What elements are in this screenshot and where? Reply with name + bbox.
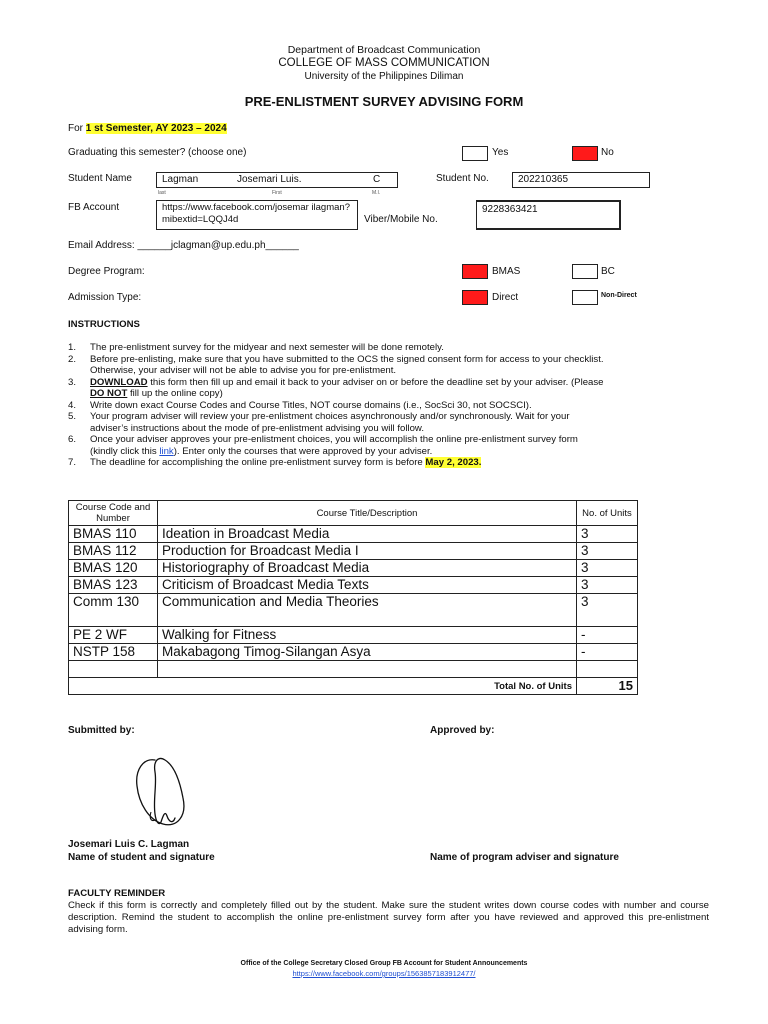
graduating-yes-label: Yes (492, 147, 509, 158)
student-name-field[interactable] (156, 172, 398, 188)
semester-line (68, 123, 227, 134)
courses-table (68, 500, 638, 695)
total-value: 15 (577, 678, 638, 695)
fb-account-value: https://www.facebook.com/josemar ilagman?mibextid=LQQJ4d (162, 202, 350, 225)
student-name-label: Student Name (68, 173, 132, 184)
total-row (69, 678, 638, 695)
admission-label: Admission Type: (68, 292, 142, 303)
instruction-6: 6. Once your adviser approves your pre-enlistment choices, you will accomplish the online pre-enlistment survey form (kindly click this link). Enter only the courses that were approved by your adviser. (68, 434, 578, 457)
table-row (69, 526, 638, 543)
semester-prefix: For (68, 123, 86, 134)
course-title: Makabagong Timog-Silangan Asya (158, 644, 577, 661)
mi-caption: M.I. (372, 190, 381, 196)
course-title: Production for Broadcast Media I (158, 543, 577, 560)
adviser-signature-caption: Name of program adviser and signature (430, 852, 619, 863)
course-units: 3 (577, 594, 638, 627)
total-label: Total No. of Units (158, 678, 577, 695)
course-units: 3 (577, 526, 638, 543)
admission-direct-label: Direct (492, 292, 519, 303)
total-empty-cell (69, 678, 158, 695)
degree-bc-label: BC (601, 266, 615, 277)
degree-bc-checkbox[interactable] (572, 264, 598, 279)
middle-initial-value: C (373, 174, 381, 185)
email-line: Email Address: ______jclagman@up.edu.ph______ (68, 240, 299, 251)
faculty-reminder-text: Check if this form is correctly and completely filled out by the student. Make sure the student writes down course codes with number and course description. Remind the student to accomplish the online pre-enlistment survey form after you have reviewed and approved this pre-enlistment advising form. (68, 900, 709, 935)
faculty-reminder-heading: FACULTY REMINDER (68, 888, 166, 899)
header-course-title: Course Title/Description (158, 501, 577, 526)
viber-value: 9228363421 (482, 204, 538, 215)
first-caption: First (272, 190, 282, 196)
header-units: No. of Units (577, 501, 638, 526)
student-signature-caption: Name of student and signature (68, 852, 215, 863)
instruction-7: 7. The deadline for accomplishing the online pre-enlistment survey form is before May 2, 2023. (68, 457, 482, 468)
table-row (69, 644, 638, 661)
footer-line: Office of the College Secretary Closed Group FB Account for Student Announcements (240, 960, 528, 967)
table-row (69, 543, 638, 560)
course-units (577, 661, 638, 678)
submitted-by-label: Submitted by: (68, 725, 135, 736)
last-caption: last (158, 190, 166, 196)
course-code: BMAS 112 (69, 543, 158, 560)
course-units: 3 (577, 577, 638, 594)
graduating-no-label: No (601, 147, 614, 158)
table-header-row (69, 501, 638, 526)
course-units: 3 (577, 560, 638, 577)
admission-nondirect-checkbox[interactable] (572, 290, 598, 305)
student-no-field[interactable] (512, 172, 650, 188)
header-course-code: Course Code and Number (69, 501, 158, 526)
course-code: Comm 130 (69, 594, 158, 627)
student-signatory-name: Josemari Luis C. Lagman (68, 839, 190, 850)
instruction-5: 5. Your program adviser will review your pre-enlistment choices asynchronously and/or synchronously. Wait for your adviser’s instructions about the mode of pre-enlistment advising you will follow. (68, 411, 570, 434)
course-title: Historiography of Broadcast Media (158, 560, 577, 577)
table-row (69, 627, 638, 644)
course-title (158, 661, 577, 678)
fb-account-field[interactable] (156, 200, 358, 230)
table-row (69, 594, 638, 627)
footer-link-wrap (0, 969, 768, 978)
instruction-3: 3. DOWNLOAD this form then fill up and email it back to your adviser on or before the deadline set by your adviser. (Please DO NOT fill up the online copy) (68, 376, 604, 399)
table-row (69, 560, 638, 577)
course-title: Communication and Media Theories (158, 594, 577, 627)
instruction-2: 2. Before pre-enlisting, make sure that you have submitted to the OCS the signed consent form for access to your checklist. Otherwise, your adviser will not be able to advise you for pre-enlistment. (68, 353, 604, 376)
fb-account-label: FB Account (68, 202, 120, 213)
semester-value: 1 st Semester, AY 2023 – 2024 (85, 123, 227, 134)
table-row (69, 661, 638, 678)
department-name: Department of Broadcast Communication (287, 44, 481, 56)
first-name-value: Josemari Luis. (237, 174, 302, 185)
graduating-no-checkbox[interactable] (572, 146, 598, 161)
instructions-list (68, 342, 718, 469)
approved-by-label: Approved by: (430, 725, 495, 736)
instruction-4: 4. Write down exact Course Codes and Course Titles, NOT course domains (i.e., SocSci 30, not SOCSCI). (68, 399, 532, 411)
degree-bmas-checkbox[interactable] (462, 264, 488, 279)
course-units: - (577, 644, 638, 661)
course-code (69, 661, 158, 678)
course-units: 3 (577, 543, 638, 560)
table-row (69, 577, 638, 594)
footer-fb-link[interactable]: https://www.facebook.com/groups/1563857183912477/ (292, 969, 476, 978)
form-title: PRE-ENLISTMENT SURVEY ADVISING FORM (244, 94, 524, 109)
last-name-value: Lagman (162, 174, 199, 185)
instruction-1: 1. The pre-enlistment survey for the midyear and next semester will be done remotely. (68, 342, 444, 353)
student-no-value: 202210365 (518, 174, 569, 185)
course-title: Criticism of Broadcast Media Texts (158, 577, 577, 594)
university-name: University of the Philippines Diliman (304, 71, 464, 82)
course-code: BMAS 123 (69, 577, 158, 594)
course-code: BMAS 120 (69, 560, 158, 577)
course-title: Ideation in Broadcast Media (158, 526, 577, 543)
college-name: COLLEGE OF MASS COMMUNICATION (278, 57, 490, 69)
viber-field[interactable] (476, 200, 621, 230)
viber-label: Viber/Mobile No. (364, 214, 438, 225)
course-title: Walking for Fitness (158, 627, 577, 644)
degree-label: Degree Program: (68, 266, 145, 277)
course-units: - (577, 627, 638, 644)
graduating-question: Graduating this semester? (choose one) (68, 147, 247, 158)
student-signature (125, 752, 195, 832)
admission-direct-checkbox[interactable] (462, 290, 488, 305)
graduating-yes-checkbox[interactable] (462, 146, 488, 161)
survey-link[interactable]: link (159, 445, 174, 457)
degree-bmas-label: BMAS (492, 266, 521, 277)
course-code: BMAS 110 (69, 526, 158, 543)
course-code: NSTP 158 (69, 644, 158, 661)
course-code: PE 2 WF (69, 627, 158, 644)
admission-nondirect-label: Non-Direct (601, 292, 637, 299)
instructions-heading: INSTRUCTIONS (68, 319, 140, 330)
student-no-label: Student No. (436, 173, 489, 184)
